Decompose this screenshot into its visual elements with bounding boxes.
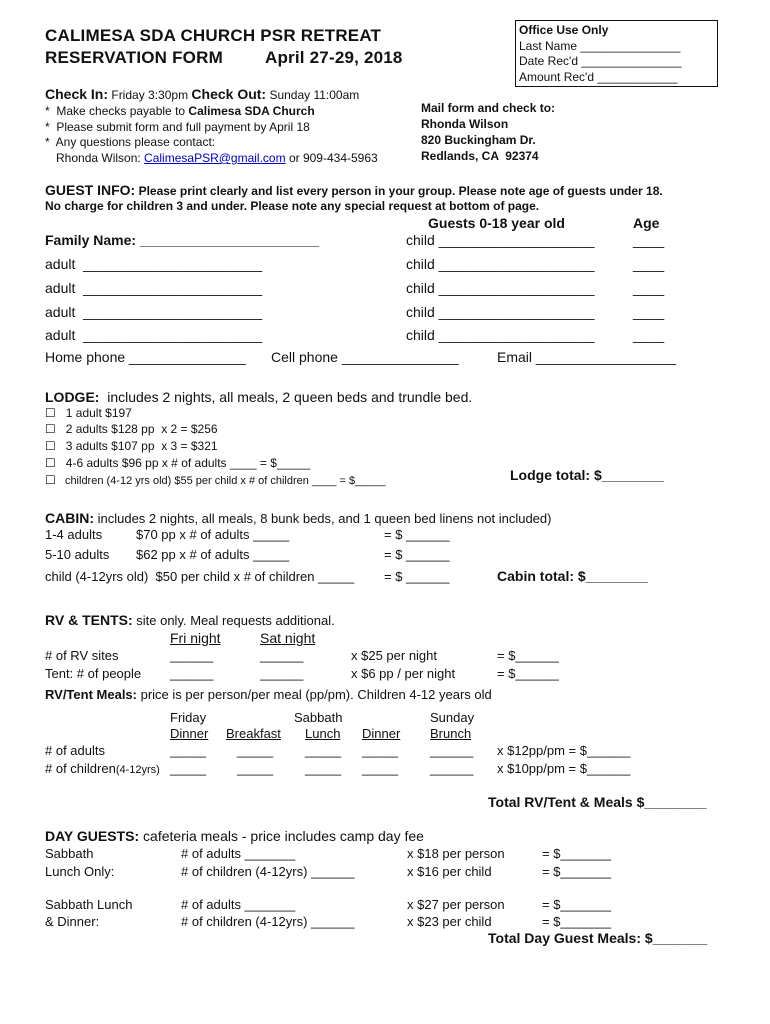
day-rate: x $27 per person: [407, 897, 505, 912]
rv-heading: RV & TENTS: site only. Meal requests additional.: [45, 612, 335, 628]
contact-email-link[interactable]: CalimesaPSR@gmail.com: [144, 151, 286, 165]
rv-meals-heading: RV/Tent Meals: price is per person/per meal (pp/pm). Children 4-12 years old: [45, 687, 492, 702]
meal-field[interactable]: _____: [170, 761, 207, 776]
day-lunch-only-label: Lunch Only:: [45, 864, 115, 879]
day-amount[interactable]: = $_______: [542, 864, 612, 879]
day-rate: x $16 per child: [407, 864, 492, 879]
cabin-row-amount[interactable]: = $ ______: [384, 569, 450, 584]
friday-label: Friday: [170, 710, 207, 725]
lodge-total[interactable]: Lodge total: $________: [510, 467, 665, 483]
cabin-row-rate[interactable]: $70 pp x # of adults _____: [136, 527, 290, 542]
day-amount[interactable]: = $_______: [542, 914, 612, 929]
child-field[interactable]: child ____________________: [406, 256, 595, 272]
office-last-name: Last Name _______________: [519, 38, 681, 53]
sabbath-label: Sabbath: [294, 710, 343, 725]
event-date: April 27-29, 2018: [265, 48, 403, 67]
lodge-option[interactable]: ☐ 3 adults $107 pp x 3 = $321: [45, 439, 218, 453]
checkbox-icon[interactable]: ☐: [45, 406, 56, 420]
lodge-option[interactable]: ☐ 4-6 adults $96 pp x # of adults ____ = $_____: [45, 456, 311, 470]
office-amount-recd: Amount Rec'd ____________: [519, 69, 678, 84]
day-rate: x $23 per child: [407, 914, 492, 929]
adult-field[interactable]: adult _______________________: [45, 280, 263, 296]
cabin-total[interactable]: Cabin total: $________: [497, 568, 648, 584]
meal-field[interactable]: _____: [362, 761, 399, 776]
cell-phone-field[interactable]: Cell phone _______________: [271, 349, 459, 365]
day-children-field[interactable]: # of children (4-12yrs) ______: [181, 864, 355, 879]
meal-lunch-header: Lunch: [305, 726, 341, 741]
day-amount[interactable]: = $_______: [542, 846, 612, 861]
adult-field[interactable]: adult _______________________: [45, 327, 263, 343]
day-adults-field[interactable]: # of adults _______: [181, 897, 296, 912]
family-name-field[interactable]: Family Name: _______________________: [45, 232, 320, 248]
day-sabbath-label: Sabbath: [45, 846, 94, 861]
fri-night-header: Fri night: [170, 630, 221, 646]
day-rate: x $18 per person: [407, 846, 505, 861]
meal-field[interactable]: _____: [305, 761, 342, 776]
cabin-row-label: 1-4 adults: [45, 527, 103, 542]
mail-city: Redlands, CA 92374: [421, 149, 539, 163]
guest-info-note: No charge for children 3 and under. Please note any special request at bottom of page.: [45, 199, 540, 213]
guest-info-heading: GUEST INFO: Please print clearly and list every person in your group. Please note age of guests under 18.: [45, 182, 663, 198]
tent-label: Tent: # of people: [45, 666, 142, 681]
age-header: Age: [633, 215, 660, 231]
meal-field[interactable]: _____: [362, 743, 399, 758]
guests-header: Guests 0-18 year old: [428, 215, 565, 231]
meal-field[interactable]: _____: [170, 743, 207, 758]
bullet-questions: * Any questions please contact:: [45, 135, 216, 149]
rv-fri-field[interactable]: ______: [170, 648, 214, 663]
child-field[interactable]: child ____________________: [406, 232, 595, 248]
lodge-heading: LODGE: includes 2 nights, all meals, 2 queen beds and trundle bed.: [45, 389, 473, 405]
bullet-payable: * Make checks payable to Calimesa SDA Church: [45, 104, 315, 118]
age-field[interactable]: ____: [633, 280, 665, 296]
day-amount[interactable]: = $_______: [542, 897, 612, 912]
meal-dinner2-header: Dinner: [362, 726, 401, 741]
meal-field[interactable]: _____: [237, 743, 274, 758]
lodge-option[interactable]: ☐ 2 adults $128 pp x 2 = $256: [45, 422, 218, 436]
cabin-row-label: 5-10 adults: [45, 547, 110, 562]
meal-field[interactable]: _____: [305, 743, 342, 758]
checkbox-icon[interactable]: ☐: [45, 473, 56, 487]
day-total[interactable]: Total Day Guest Meals: $_______: [488, 930, 708, 946]
cabin-row-rate[interactable]: $62 pp x # of adults _____: [136, 547, 290, 562]
tent-rate: x $6 pp / per night: [351, 666, 456, 681]
child-field[interactable]: child ____________________: [406, 304, 595, 320]
rv-sat-field[interactable]: ______: [260, 648, 304, 663]
rv-amount[interactable]: = $______: [497, 648, 559, 663]
meal-field[interactable]: ______: [430, 743, 474, 758]
cabin-heading: CABIN: includes 2 nights, all meals, 8 bunk beds, and 1 queen bed linens not included): [45, 510, 552, 526]
meal-dinner-header: Dinner: [170, 726, 209, 741]
meal-breakfast-header: Breakfast: [226, 726, 281, 741]
lodge-option[interactable]: ☐ 1 adult $197: [45, 406, 132, 420]
meals-adult-rate[interactable]: x $12pp/pm = $______: [497, 743, 631, 758]
adult-field[interactable]: adult _______________________: [45, 256, 263, 272]
office-use-box: [515, 20, 718, 87]
office-title: Office Use Only: [519, 23, 609, 37]
child-field[interactable]: child ____________________: [406, 327, 595, 343]
cabin-row-child[interactable]: child (4-12yrs old) $50 per child x # of children _____: [45, 569, 355, 584]
bullet-deadline: * Please submit form and full payment by April 18: [45, 120, 310, 134]
meals-adults-label: # of adults: [45, 743, 105, 758]
sunday-label: Sunday: [430, 710, 475, 725]
lodge-option[interactable]: ☐ children (4-12 yrs old) $55 per child x # of children ____ = $_____: [45, 473, 386, 487]
form-title: CALIMESA SDA CHURCH PSR RETREAT: [45, 26, 382, 45]
tent-sat-field[interactable]: ______: [260, 666, 304, 681]
rv-sites-label: # of RV sites: [45, 648, 119, 663]
checkbox-icon[interactable]: ☐: [45, 456, 56, 470]
day-sabbath-lunch-label: Sabbath Lunch: [45, 897, 133, 912]
meal-brunch-header: Brunch: [430, 726, 472, 741]
age-field[interactable]: ____: [633, 304, 665, 320]
rv-rate: x $25 per night: [351, 648, 438, 663]
office-date-recd: Date Rec'd _______________: [519, 54, 682, 68]
day-children-field[interactable]: # of children (4-12yrs) ______: [181, 914, 355, 929]
contact-line: Rhonda Wilson: CalimesaPSR@gmail.com or 909-434-5963: [56, 151, 378, 165]
age-field[interactable]: ____: [633, 327, 665, 343]
mail-name: Rhonda Wilson: [421, 117, 509, 131]
mail-street: 820 Buckingham Dr.: [421, 133, 536, 147]
tent-amount[interactable]: = $______: [497, 666, 559, 681]
day-guests-heading: DAY GUESTS: cafeteria meals - price includes camp day fee: [45, 828, 424, 844]
child-field[interactable]: child ____________________: [406, 280, 595, 296]
checkbox-icon[interactable]: ☐: [45, 422, 56, 436]
meals-child-rate[interactable]: x $10pp/pm = $______: [497, 761, 631, 776]
meal-field[interactable]: _____: [237, 761, 274, 776]
age-field[interactable]: ____: [633, 232, 665, 248]
meals-children-label: # of children(4-12yrs): [45, 761, 160, 776]
tent-fri-field[interactable]: ______: [170, 666, 214, 681]
adult-field[interactable]: adult _______________________: [45, 304, 263, 320]
day-and-dinner-label: & Dinner:: [45, 914, 100, 929]
age-field[interactable]: ____: [633, 256, 665, 272]
checkbox-icon[interactable]: ☐: [45, 439, 56, 453]
cabin-row-amount[interactable]: = $ ______: [384, 527, 450, 542]
checkin-line: Check In: Friday 3:30pm Check Out: Sunday 11:00am: [45, 86, 360, 102]
form-subtitle: RESERVATION FORM: [45, 48, 223, 67]
email-field[interactable]: Email __________________: [497, 349, 677, 365]
home-phone-field[interactable]: Home phone _______________: [45, 349, 246, 365]
sat-night-header: Sat night: [260, 630, 316, 646]
rv-total[interactable]: Total RV/Tent & Meals $________: [488, 794, 707, 810]
mail-to-label: Mail form and check to:: [421, 101, 556, 115]
meal-field[interactable]: ______: [430, 761, 474, 776]
day-adults-field[interactable]: # of adults _______: [181, 846, 296, 861]
cabin-row-amount[interactable]: = $ ______: [384, 547, 450, 562]
